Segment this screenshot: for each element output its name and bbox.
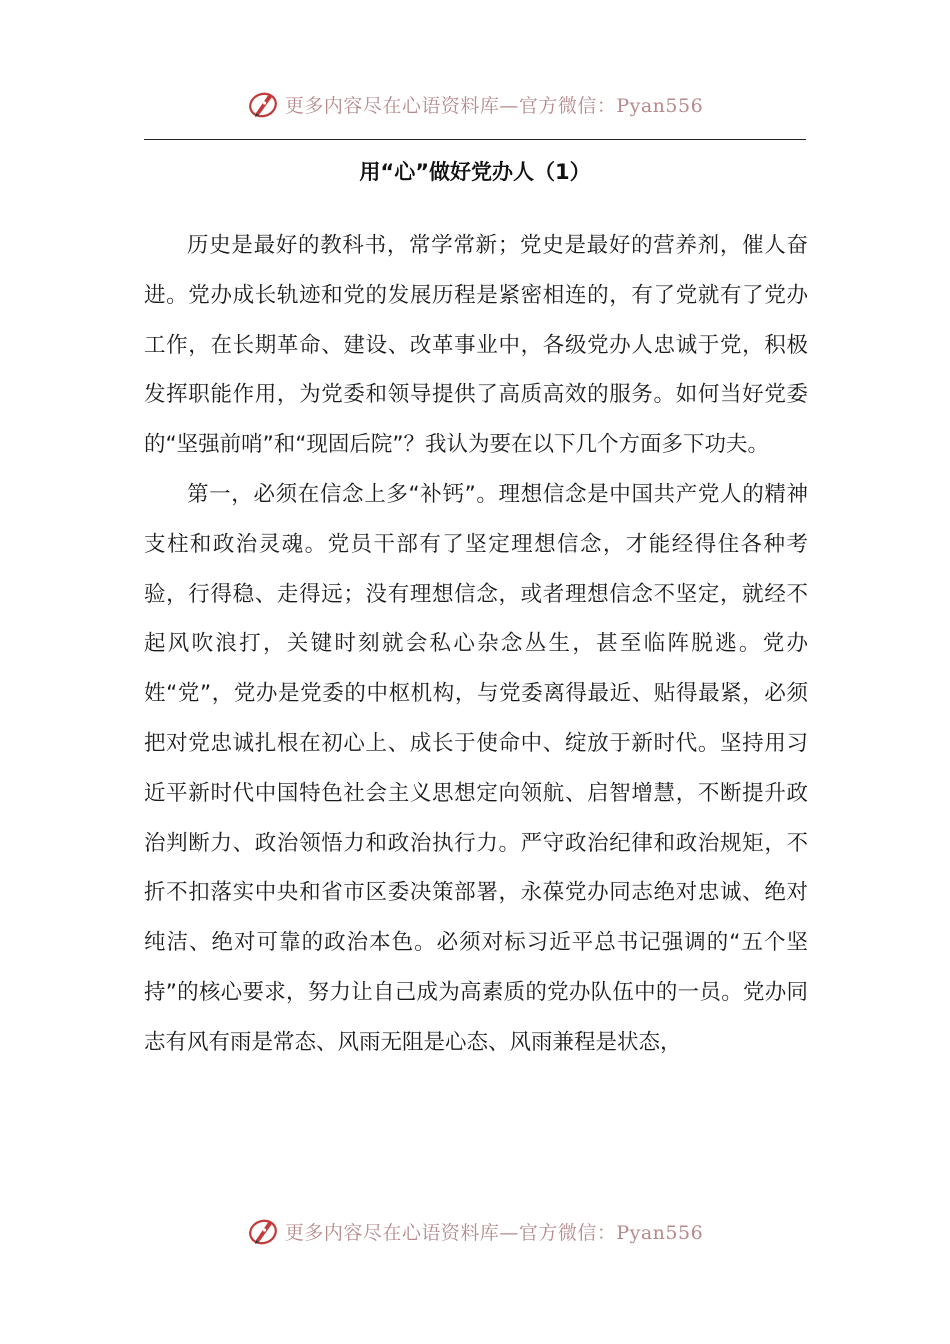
watermark-text: 更多内容尽在心语资料库—官方微信：Pyan556 bbox=[284, 94, 704, 117]
pen-nib-logo-icon bbox=[247, 1215, 279, 1247]
watermark-text: 更多内容尽在心语资料库—官方微信：Pyan556 bbox=[284, 1221, 704, 1244]
paragraph: 历史是最好的教科书，常学常新；党史是最好的营养剂，催人奋进。党办成长轨迹和党的发展历程是紧密相连的，有了党就有了党办工作，在长期革命、建设、改革事业中，各级党办人忠诚于党，积极发挥职能作用，为党委和领导提供了高质高效的服务。如何当好党委的“坚强前哨”和“现固后院”？我认为要在以下几个方面多下功夫。 bbox=[144, 233, 808, 458]
document-body bbox=[144, 221, 808, 1068]
document-title: 用“心”做好党办人（1） bbox=[359, 160, 591, 184]
header-watermark bbox=[0, 84, 950, 124]
header-divider bbox=[144, 139, 806, 140]
pen-nib-logo-icon bbox=[247, 88, 279, 120]
paragraph: 第一，必须在信念上多“补钙”。理想信念是中国共产党人的精神支柱和政治灵魂。党员干部有了坚定理想信念，才能经得住各种考验，行得稳、走得远；没有理想信念，或者理想信念不坚定，就经不起风吹浪打，关键时刻就会私心杂念丛生，甚至临阵脱逃。党办姓“党”，党办是党委的中枢机构，与党委离得最近、贴得最紧，必须把对党忠诚扎根在初心上、成长于使命中、绽放于新时代。坚持用习近平新时代中国特色社会主义思想定向领航、启智增慧，不断提升政治判断力、政治领悟力和政治执行力。严守政治纪律和政治规矩，不折不扣落实中央和省市区委决策部署，永葆党办同志绝对忠诚、绝对纯洁、绝对可靠的政治本色。必须对标习近平总书记强调的“五个坚持”的核心要求，努力让自己成为高素质的党办队伍中的一员。党办同志有风有雨是常态、风雨无阻是心态、风雨兼程是状态， bbox=[144, 481, 808, 1055]
footer-watermark bbox=[0, 1211, 950, 1251]
